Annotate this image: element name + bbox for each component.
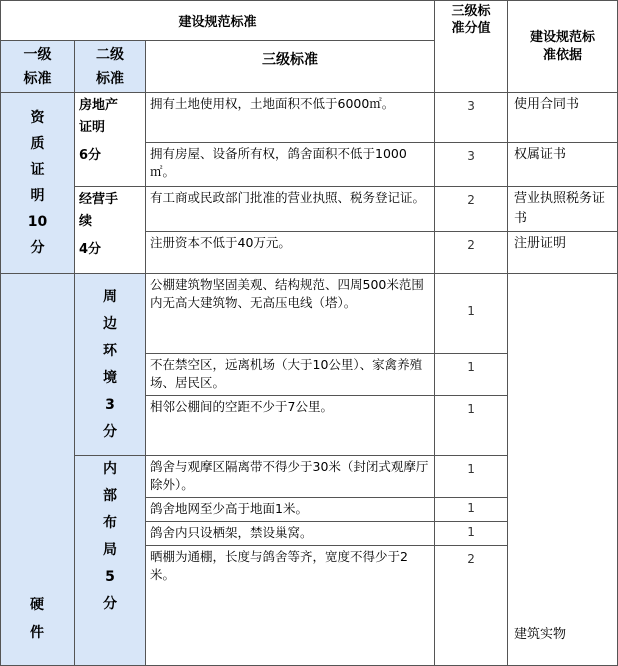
criterion-row: 不在禁空区，远离机场（大于10公里）、家禽养殖场、居民区。 — [146, 354, 435, 396]
score-cell: 1 — [435, 396, 508, 456]
basis-header: 建设规范标 准依据 — [508, 1, 618, 93]
basis-cell-hardware: 建筑实物 — [508, 274, 618, 666]
criterion-row: 公棚建筑物坚固美观、结构规范、四周500米范围内无高大建筑物、无高压电线（塔）。 — [146, 274, 435, 354]
score-header: 三级标 准分值 — [435, 1, 508, 93]
level2-environment: 周 边 环 境 3 分 — [75, 274, 146, 456]
level1-header: 一级 标准 — [1, 41, 75, 93]
title-cell — [1, 1, 435, 41]
score-cell: 1 — [435, 522, 508, 546]
criterion-row: 拥有房屋、设备所有权，鸽舍面积不低于1000㎡。 — [146, 143, 435, 187]
level2-business: 经营手 续 4分 — [75, 187, 146, 274]
criterion-row: 鸽舍地网至少高于地面1米。 — [146, 498, 435, 522]
basis-cell: 权属证书 — [508, 143, 618, 187]
criterion-row: 相邻公棚间的空距不少于7公里。 — [146, 396, 435, 456]
score-cell: 2 — [435, 187, 508, 232]
score-cell: 1 — [435, 456, 508, 498]
score-cell: 2 — [435, 546, 508, 666]
basis-cell: 营业执照税务证书 — [508, 187, 618, 232]
level1-qualification: 资 质 证 明 10 分 — [1, 93, 75, 274]
criterion-row: 晒棚为通棚，长度与鸽舍等齐，宽度不得少于2米。 — [146, 546, 435, 666]
level2-header: 二级 标准 — [75, 41, 146, 93]
score-cell: 2 — [435, 232, 508, 274]
level1-hardware: 硬 件 — [1, 274, 75, 666]
criterion-row: 注册资本不低于40万元。 — [146, 232, 435, 274]
score-cell: 3 — [435, 93, 508, 143]
score-cell: 1 — [435, 498, 508, 522]
level2-property: 房地产 证明 6分 — [75, 93, 146, 187]
score-cell: 1 — [435, 354, 508, 396]
level3-header: 三级标准 — [146, 41, 435, 93]
criterion-row: 鸽舍与观摩区隔离带不得少于30米（封闭式观摩厅除外）。 — [146, 456, 435, 498]
criterion-row: 有工商或民政部门批准的营业执照、税务登记证。 — [146, 187, 435, 232]
score-cell: 3 — [435, 143, 508, 187]
score-cell: 1 — [435, 274, 508, 354]
level2-internal-layout: 内 部 布 局 5 分 — [75, 456, 146, 666]
table-title: 建设规范标准 — [178, 15, 257, 30]
criterion-row: 鸽舍内只设栖架，禁设巢窝。 — [146, 522, 435, 546]
basis-cell: 注册证明 — [508, 232, 618, 274]
basis-cell: 使用合同书 — [508, 93, 618, 143]
criterion-row: 拥有土地使用权，土地面积不低于6000㎡。 — [146, 93, 435, 143]
